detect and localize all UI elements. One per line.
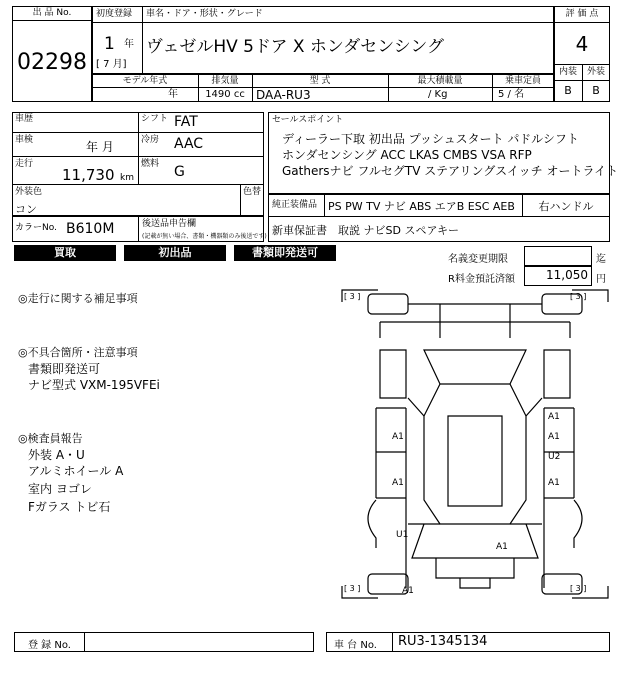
defect-line: 書類即発送可 — [28, 362, 101, 376]
damage-mark: A1 — [496, 542, 508, 552]
steering-side: 右ハンドル — [538, 200, 594, 213]
lot-divider — [12, 20, 92, 21]
car-diagram — [340, 288, 610, 600]
max-load-label: 最大積載量 — [417, 76, 463, 86]
inspection-label: 車検 — [15, 135, 34, 145]
shift-label: シフト — [141, 114, 169, 124]
corner-label-br: [ 3 ] — [570, 584, 587, 593]
aftermarket-note: (記載が無い場合、書類・機器類のみ後送です) — [142, 233, 267, 240]
det-v2 — [240, 184, 241, 216]
mileage-unit: km — [120, 173, 134, 183]
model-year-label: モデル年式 — [122, 76, 168, 86]
color-change-label: 色替 — [243, 187, 262, 197]
det-h3 — [12, 184, 264, 185]
model-year-unit: 年 — [168, 89, 178, 100]
aftermarket-label: 後送品申告欄 — [142, 219, 197, 229]
inspector-line: Fガラス トビ石 — [28, 500, 111, 514]
color-code-value: B610M — [66, 221, 115, 237]
mileage-value: 11,730 — [62, 166, 115, 184]
type-code: DAA-RU3 — [256, 88, 311, 102]
inspector-line: 外装 A・U — [28, 448, 85, 462]
tag-first-listing: 初出品 — [124, 245, 226, 261]
inspector-title: ◎検査員報告 — [18, 432, 83, 445]
spec-hline — [92, 87, 554, 88]
supp-title: ◎走行に関する補足事項 — [18, 292, 138, 305]
sales-point-line: ホンダセンシング ACC LKAS CMBS VSA RFP — [282, 148, 532, 162]
damage-mark: U1 — [396, 530, 409, 540]
corner-label-tl: [ 3 ] — [344, 292, 361, 301]
defects-title: ◎不具合箇所・注意事項 — [18, 346, 138, 359]
model-label: 車名・ドア・形状・グレード — [146, 9, 263, 19]
score-hline3 — [554, 80, 610, 81]
score-hline1 — [554, 22, 610, 23]
reg-no-label: 登 録 No. — [28, 640, 71, 651]
exterior-score: B — [592, 84, 600, 97]
name-change-box — [524, 246, 592, 266]
det-h2 — [12, 156, 264, 157]
chassis-label: 車 台 No. — [334, 640, 377, 651]
inspection-value: 年 月 — [86, 140, 114, 154]
recycle-label: R料金預託済額 — [448, 274, 515, 285]
name-change-label: 名義変更期限 — [448, 254, 508, 265]
capacity-label: 乗車定員 — [504, 76, 541, 86]
equipment-label: 純正装備品 — [272, 200, 318, 210]
capacity-value: 5 / 名 — [498, 89, 525, 100]
damage-mark: A1 — [392, 478, 404, 488]
first-reg-month: [ 7 月] — [96, 59, 127, 70]
first-reg-year: 1 — [104, 34, 115, 54]
first-reg-label: 初度登録 — [96, 9, 133, 19]
lot-number: 02298 — [17, 50, 87, 75]
color-code-label: カラーNo. — [15, 223, 57, 233]
first-reg-year-unit: 年 — [124, 39, 134, 50]
recycle-value: 11,050 — [546, 268, 588, 282]
hdr-hline — [92, 22, 554, 23]
equipment-items: PS PW TV ナビ ABS エアB ESC AEB — [328, 200, 515, 213]
ac-value: AAC — [174, 136, 204, 152]
interior-label: 内装 — [558, 67, 577, 77]
shift-value: FAT — [174, 114, 198, 130]
name-change-unit: 迄 — [596, 254, 606, 265]
displacement-label: 排気量 — [211, 76, 239, 86]
displacement-value: 1490 cc — [205, 89, 245, 100]
damage-mark: A1 — [402, 586, 414, 596]
max-load-value: / Kg — [428, 89, 448, 100]
chassis-number: RU3-1345134 — [398, 634, 488, 649]
lot-label: 出 品 No. — [32, 8, 72, 18]
corner-label-tr: [ 3 ] — [570, 292, 587, 301]
history-label: 車歴 — [15, 114, 34, 124]
new-car-items: 取説 ナビSD スペアキー — [338, 224, 460, 237]
inspector-line: アルミホイール A — [28, 464, 124, 478]
corner-label-bl: [ 3 ] — [344, 584, 361, 593]
cc-vline — [138, 216, 139, 242]
mileage-label: 走行 — [15, 159, 34, 169]
chassis-vline — [392, 632, 393, 652]
model-name: ヴェゼルHV 5ドア X ホンダセンシング — [146, 37, 445, 57]
score-value: 4 — [575, 32, 589, 56]
sales-point-line: Gathersナビ フルセグTV ステアリングスイッチ オートライト — [282, 164, 619, 178]
interior-score: B — [564, 84, 572, 97]
eq-v1 — [324, 194, 325, 216]
reg-vline — [84, 632, 85, 652]
new-car-warranty-label: 新車保証書 — [272, 224, 327, 237]
damage-mark: A1 — [548, 432, 560, 442]
type-label: 型 式 — [309, 76, 331, 86]
fuel-label: 燃料 — [141, 159, 160, 169]
hdr-vline — [142, 6, 143, 74]
ext-color-value: コン — [15, 203, 37, 216]
ac-label: 冷房 — [141, 135, 160, 145]
tag-docs-ready: 書類即発送可 — [234, 245, 336, 261]
det-v1 — [138, 112, 139, 184]
damage-mark: U2 — [548, 452, 561, 462]
det-h1 — [12, 132, 264, 133]
damage-mark: A1 — [548, 412, 560, 422]
exterior-label: 外装 — [586, 67, 605, 77]
inspector-line: 室内 ヨゴレ — [28, 482, 92, 496]
damage-mark: A1 — [392, 432, 404, 442]
ext-color-label: 外装色 — [15, 187, 43, 197]
damage-mark: A1 — [548, 478, 560, 488]
recycle-unit: 円 — [596, 274, 606, 285]
car-diagram-svg — [340, 288, 610, 600]
sales-point-line: ディーラー下取 初出品 プッシュスタート パドルシフト — [282, 132, 579, 146]
sales-points-label: セールスポイント — [272, 115, 344, 125]
fuel-value: G — [174, 164, 185, 180]
eq-hline — [268, 216, 610, 217]
defect-line: ナビ型式 VXM-195VFEi — [28, 378, 160, 392]
score-label: 評 価 点 — [565, 9, 599, 19]
tag-kaitori: 買取 — [14, 245, 116, 261]
